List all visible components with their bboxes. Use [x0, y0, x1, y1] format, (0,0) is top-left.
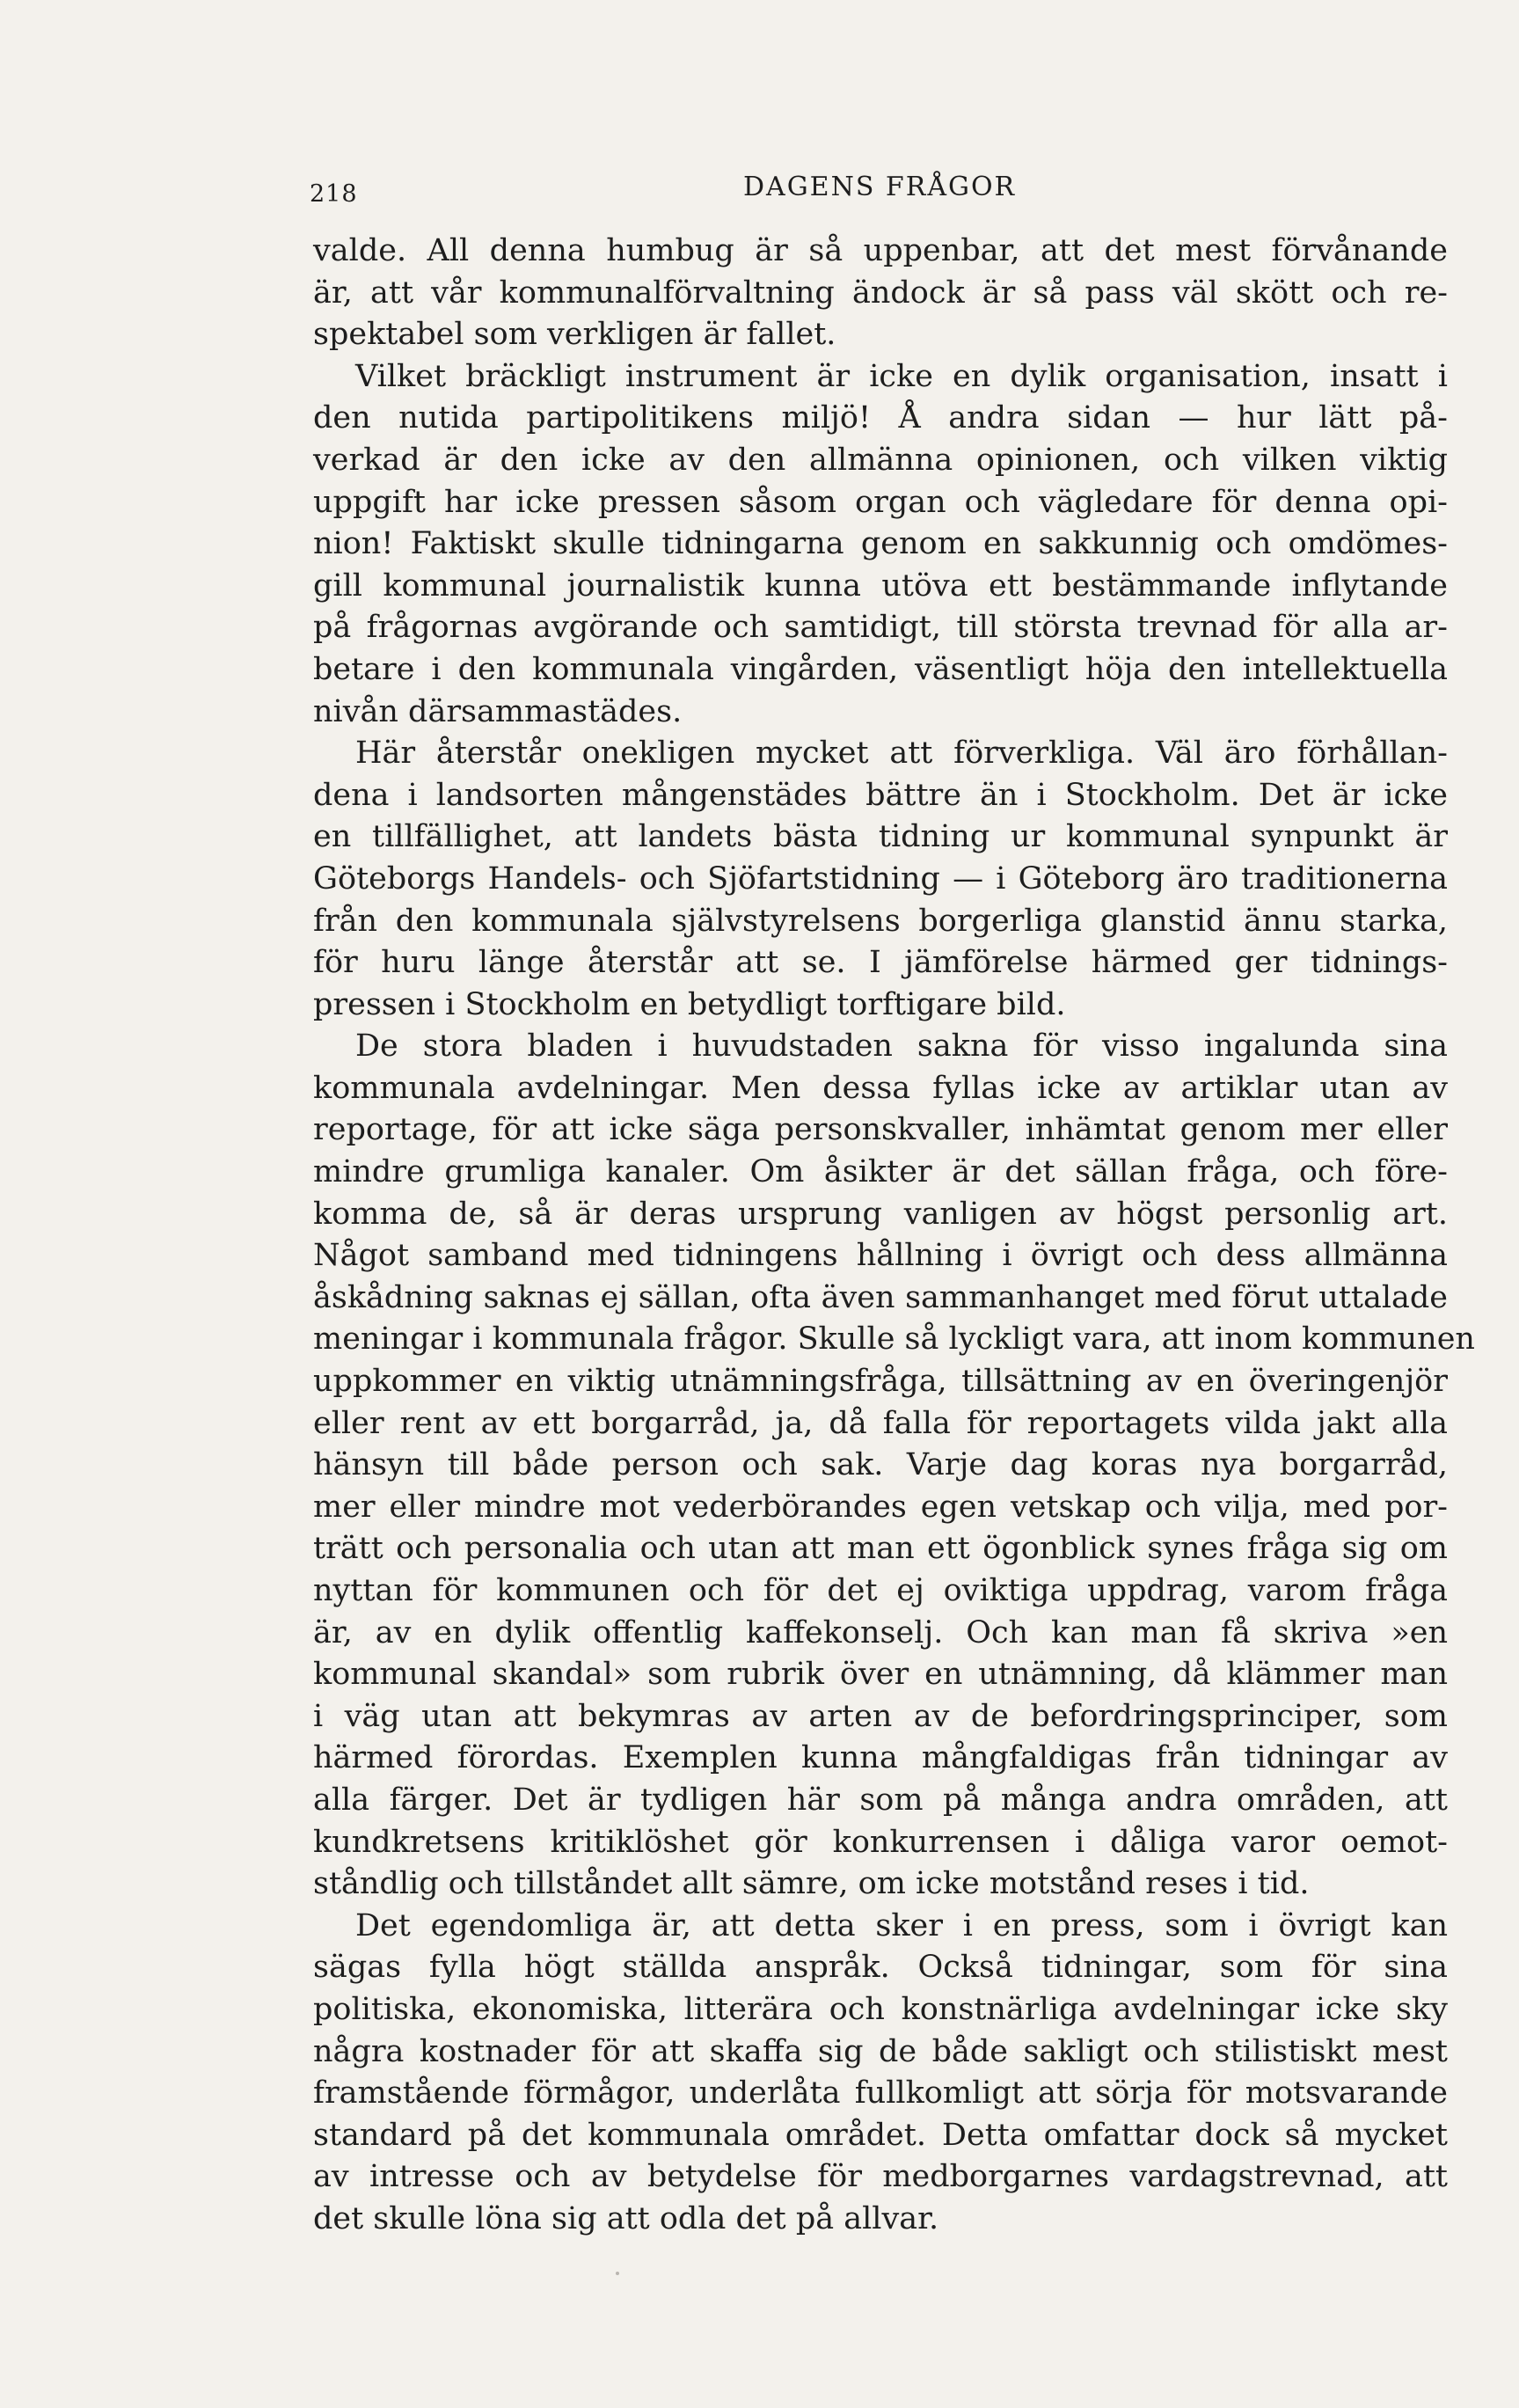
text-line: pressen i Stockholm en betydligt torftigare bild.: [313, 986, 1066, 1022]
text-line: framstående förmågor, underlåta fullkomligt att sörja för motsvarande: [313, 2075, 1448, 2112]
page-header: [310, 172, 1453, 216]
running-title: DAGENS FRÅGOR: [743, 172, 1017, 202]
text-line: Det egendomliga är, att detta sker i en press, som i övrigt kan: [355, 1907, 1448, 1943]
text-line: för huru länge återstår att se. I jämförelse härmed ger tidnings-: [313, 945, 1448, 981]
text-line: Göteborgs Handels- och Sjöfartstidning — i Göteborg äro traditionerna: [313, 860, 1448, 897]
text-line: sägas fylla högt ställda anspråk. Också tidningar, som för sina: [313, 1950, 1448, 1986]
text-line: De stora bladen i huvudstaden sakna för visso ingalunda sina: [355, 1028, 1448, 1065]
text-line: eller rent av ett borgarråd, ja, då falla för reportagets vilda jakt alla: [313, 1405, 1448, 1441]
body-text: [313, 231, 1475, 2241]
text-line: meningar i kommunala frågor. Skulle så lyckligt vara, att inom kommunen: [313, 1321, 1475, 1358]
text-line: valde. All denna humbug är så uppenbar, att det mest förvånande: [313, 233, 1448, 268]
text-line: på frågornas avgörande och samtidigt, till största trevnad för alla ar-: [313, 610, 1448, 646]
text-line: mindre grumliga kanaler. Om åsikter är det sällan fråga, och före-: [313, 1154, 1448, 1190]
text-line: Något samband med tidningens hållning i övrigt och dess allmänna: [313, 1238, 1448, 1274]
text-line: några kostnader för att skaffa sig de både sakligt och stilistiskt mest: [313, 2033, 1448, 2069]
text-line: standard på det kommunala området. Detta omfattar dock så mycket: [313, 2117, 1448, 2153]
text-line: en tillfällighet, att landets bästa tidning ur kommunal synpunkt är: [313, 819, 1448, 855]
text-line: hänsyn till både person och sak. Varje dag koras nya borgarråd,: [313, 1447, 1448, 1483]
text-line: är, att vår kommunalförvaltning ändock är så pass väl skött och re-: [313, 274, 1448, 311]
text-line: politiska, ekonomiska, litterära och konstnärliga avdelningar icke sky: [313, 1991, 1448, 2027]
text-line: nivån därsammastädes.: [313, 693, 683, 729]
text-line: åskådning saknas ej sällan, ofta även sammanhanget med förut uttalade: [313, 1279, 1448, 1315]
text-line: nyttan för kommunen och för det ej oviktiga uppdrag, varom fråga: [313, 1573, 1448, 1608]
text-line: reportage, för att icke säga personskvaller, inhämtat genom mer eller: [313, 1112, 1448, 1148]
text-line: uppgift har icke pressen såsom organ och vägledare för denna opi-: [313, 484, 1448, 520]
page-number: 218: [310, 180, 358, 208]
text-line: den nutida partipolitikens miljö! Å andra sidan — hur lätt på-: [313, 400, 1448, 436]
text-line: Här återstår onekligen mycket att förverkliga. Väl äro förhållan-: [355, 736, 1448, 772]
text-line: härmed förordas. Exemplen kunna mångfaldigas från tidningar av: [313, 1740, 1448, 1776]
text-line: är, av en dylik offentlig kaffekonselj. Och kan man få skriva »en: [313, 1614, 1448, 1650]
text-line: Vilket bräckligt instrument är icke en dylik organisation, insatt i: [355, 358, 1448, 394]
paper-speck: [616, 2272, 619, 2275]
text-line: dena i landsorten mångenstädes bättre än i Stockholm. Det är icke: [313, 777, 1448, 813]
text-line: kundkretsens kritiklöshet gör konkurrensen i dåliga varor oemot-: [313, 1824, 1448, 1860]
text-line: kommunala avdelningar. Men dessa fyllas icke av artiklar utan av: [313, 1070, 1448, 1106]
text-line: i väg utan att bekymras av arten av de befordringsprinciper, som: [313, 1698, 1448, 1734]
text-line: mer eller mindre mot vederbörandes egen vetskap och vilja, med por-: [313, 1489, 1448, 1525]
text-line: kommunal skandal» som rubrik över en utnämning, då klämmer man: [313, 1657, 1448, 1693]
text-line: verkad är den icke av den allmänna opinionen, och vilken viktig: [313, 442, 1448, 478]
text-line: ståndlig och tillståndet allt sämre, om icke motstånd reses i tid.: [313, 1866, 1310, 1902]
text-line: komma de, så är deras ursprung vanligen av högst personlig art.: [313, 1196, 1448, 1232]
text-line: det skulle löna sig att odla det på allvar.: [313, 2200, 939, 2236]
text-line: betare i den kommunala vingården, väsentligt höja den intellektuella: [313, 651, 1448, 687]
text-line: spektabel som verkligen är fallet.: [313, 317, 836, 353]
text-line: alla färger. Det är tydligen här som på många andra områden, att: [313, 1782, 1448, 1818]
text-line: trätt och personalia och utan att man ett ögonblick synes fråga sig om: [313, 1531, 1448, 1567]
text-line: gill kommunal journalistik kunna utöva ett bestämmande inflytande: [313, 567, 1448, 604]
text-line: av intresse och av betydelse för medborgarnes vardagstrevnad, att: [313, 2159, 1448, 2195]
text-line: från den kommunala självstyrelsens borgerliga glanstid ännu starka,: [313, 903, 1448, 939]
text-line: uppkommer en viktig utnämningsfråga, tillsättning av en överingenjör: [313, 1364, 1448, 1400]
text-line: nion! Faktiskt skulle tidningarna genom en sakkunnig och omdömes-: [313, 526, 1448, 562]
